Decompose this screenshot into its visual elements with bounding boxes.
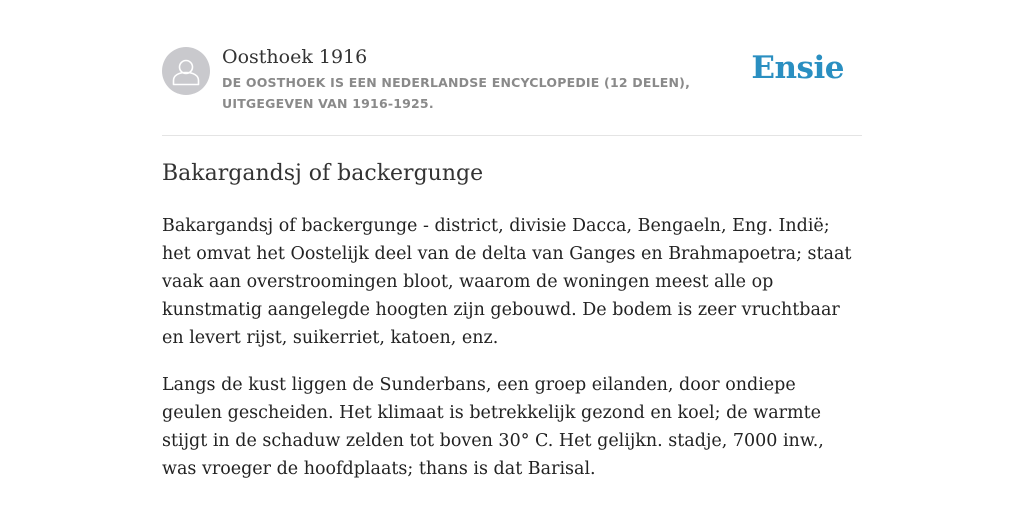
user-icon <box>162 47 210 95</box>
source-description: DE OOSTHOEK IS EEN NEDERLANDSE ENCYCLOPEDIE (12 DELEN), UITGEGEVEN VAN 1916-1925. <box>222 75 691 111</box>
source-name[interactable]: Oosthoek 1916 <box>222 46 368 68</box>
avatar[interactable] <box>162 47 210 95</box>
source-header <box>162 44 862 120</box>
article-paragraph: Bakargandsj of backergunge - district, divisie Dacca, Bengaeln, Eng. Indië; het omvat het Oostelijk deel van de delta van Ganges en Brahmapoetra; staat vaak aan overstroomingen bloot, waarom de woningen meest alle op kunstmatig aangelegde hoogten zijn gebouwd. De bodem is zeer vruchtbaar en levert rijst, suikerriet, katoen, enz. <box>162 216 852 348</box>
article-title: Bakargandsj of backergunge <box>162 161 484 186</box>
source-info <box>222 44 762 114</box>
article-paragraph: Langs de kust liggen de Sunderbans, een groep eilanden, door ondiepe geulen gescheiden. Het klimaat is betrekkelijk gezond en koel; de warmte stijgt in de schaduw zelden tot boven 30° C. Het gelijkn. stadje, 7000 inw., was vroeger de hoofdplaats; thans is dat Barisal. <box>162 375 824 479</box>
header-divider <box>162 135 862 136</box>
article-body <box>162 212 852 502</box>
ensie-logo[interactable]: Ensie <box>751 50 844 86</box>
